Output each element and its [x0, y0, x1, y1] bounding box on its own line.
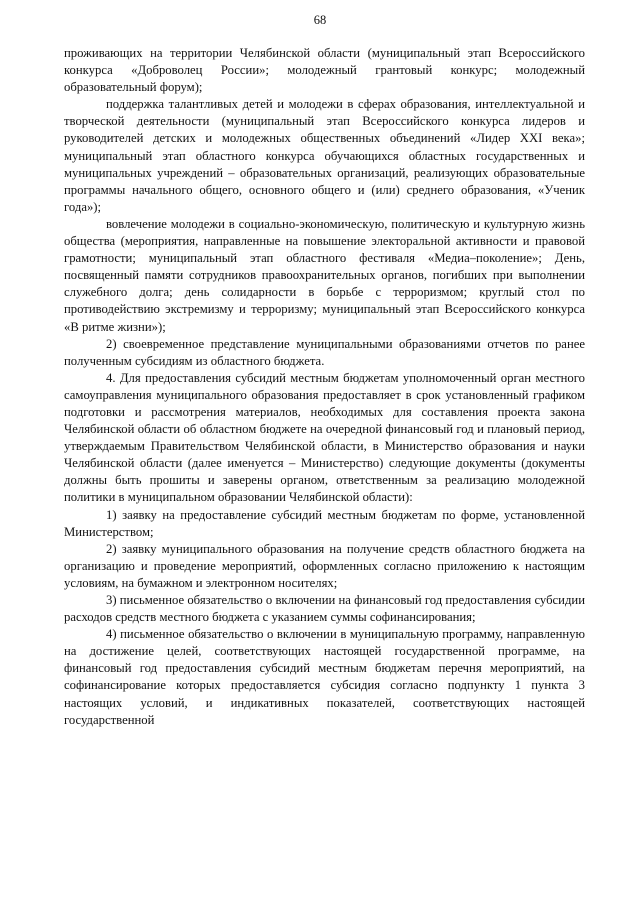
document-body	[64, 45, 585, 729]
list-item-program-obligation: 4) письменное обязательство о включении в муниципальную программу, направленную на достижение целей, соответствующих настоящей государственной программе, на финансовый год предоставления субсидий местным бюджетам перечня мероприятий, на софинансирование которых предоставляется субсидия согласно подпункту 1 пункта 3 настоящих условий, и индикативных показателей, соответствующих настоящей государственной	[64, 627, 585, 727]
paragraph-youth-involvement: вовлечение молодежи в социально-экономическую, политическую и культурную жизнь общества (мероприятия, направленные на повышение электоральной активности и правовой грамотности; муниципальный этап областного фестиваля «Медиа–поколение»; День, посвященный памяти сотрудников правоохранительных органов, погибших при выполнении служебного долга; день солидарности в борьбе с терроризмом; круглый стол по противодействию экстремизму и терроризму; муниципальный этап Всероссийского конкурса «В ритме жизни»);	[64, 216, 585, 334]
page-number: 68	[313, 13, 327, 27]
list-item-budget-obligation: 3) письменное обязательство о включении на финансовый год предоставления субсидии расходов средств местного бюджета с указанием суммы софинансирования;	[64, 593, 585, 625]
list-item-application: 1) заявку на предоставление субсидий местным бюджетам по форме, установленной Министерством;	[64, 507, 585, 539]
paragraph-continuation: проживающих на территории Челябинской области (муниципальный этап Всероссийского конкурса «Доброволец России»; молодежный грантовый конкурс; молодежный образовательный форум);	[64, 46, 585, 95]
list-item-municipal-application: 2) заявку муниципального образования на получение средств областного бюджета на организацию и проведение мероприятий, оформленных согласно приложению к настоящим условиям, на бумажном и электронном носителях;	[64, 541, 585, 590]
paragraph-talented-youth-support: поддержка талантливых детей и молодежи в сферах образования, интеллектуальной и творческой деятельности (муниципальный этап Всероссийского конкурса лидеров и руководителей детских и молодежных общественных объединений «Лидер XXI века»; муниципальный этап областного конкурса обучающихся областных государственных и муниципальных учреждений – образовательных организаций, реализующих образовательные программы начального общего, основного общего и (или) среднего образования, «Ученик года»);	[64, 97, 585, 214]
paragraph-section-4: 4. Для предоставления субсидий местным бюджетам уполномоченный орган местного самоуправления муниципального образования предоставляет в срок установленный графиком подготовки и рассмотрения материалов, необходимых для составления проекта закона Челябинской области об областном бюджете на очередной финансовый год и плановый период, утверждаемым Правительством Челябинской области, в Министерство образования и науки Челябинской области (далее именуется – Министерство) следующие документы (документы должны быть прошиты и заверены органом, ответственным за реализацию молодежной политики в муниципальном образовании Челябинской области):	[64, 370, 585, 505]
paragraph-timely-reports: 2) своевременное представление муниципальными образованиями отчетов по ранее полученным субсидиям из областного бюджета.	[64, 336, 585, 368]
